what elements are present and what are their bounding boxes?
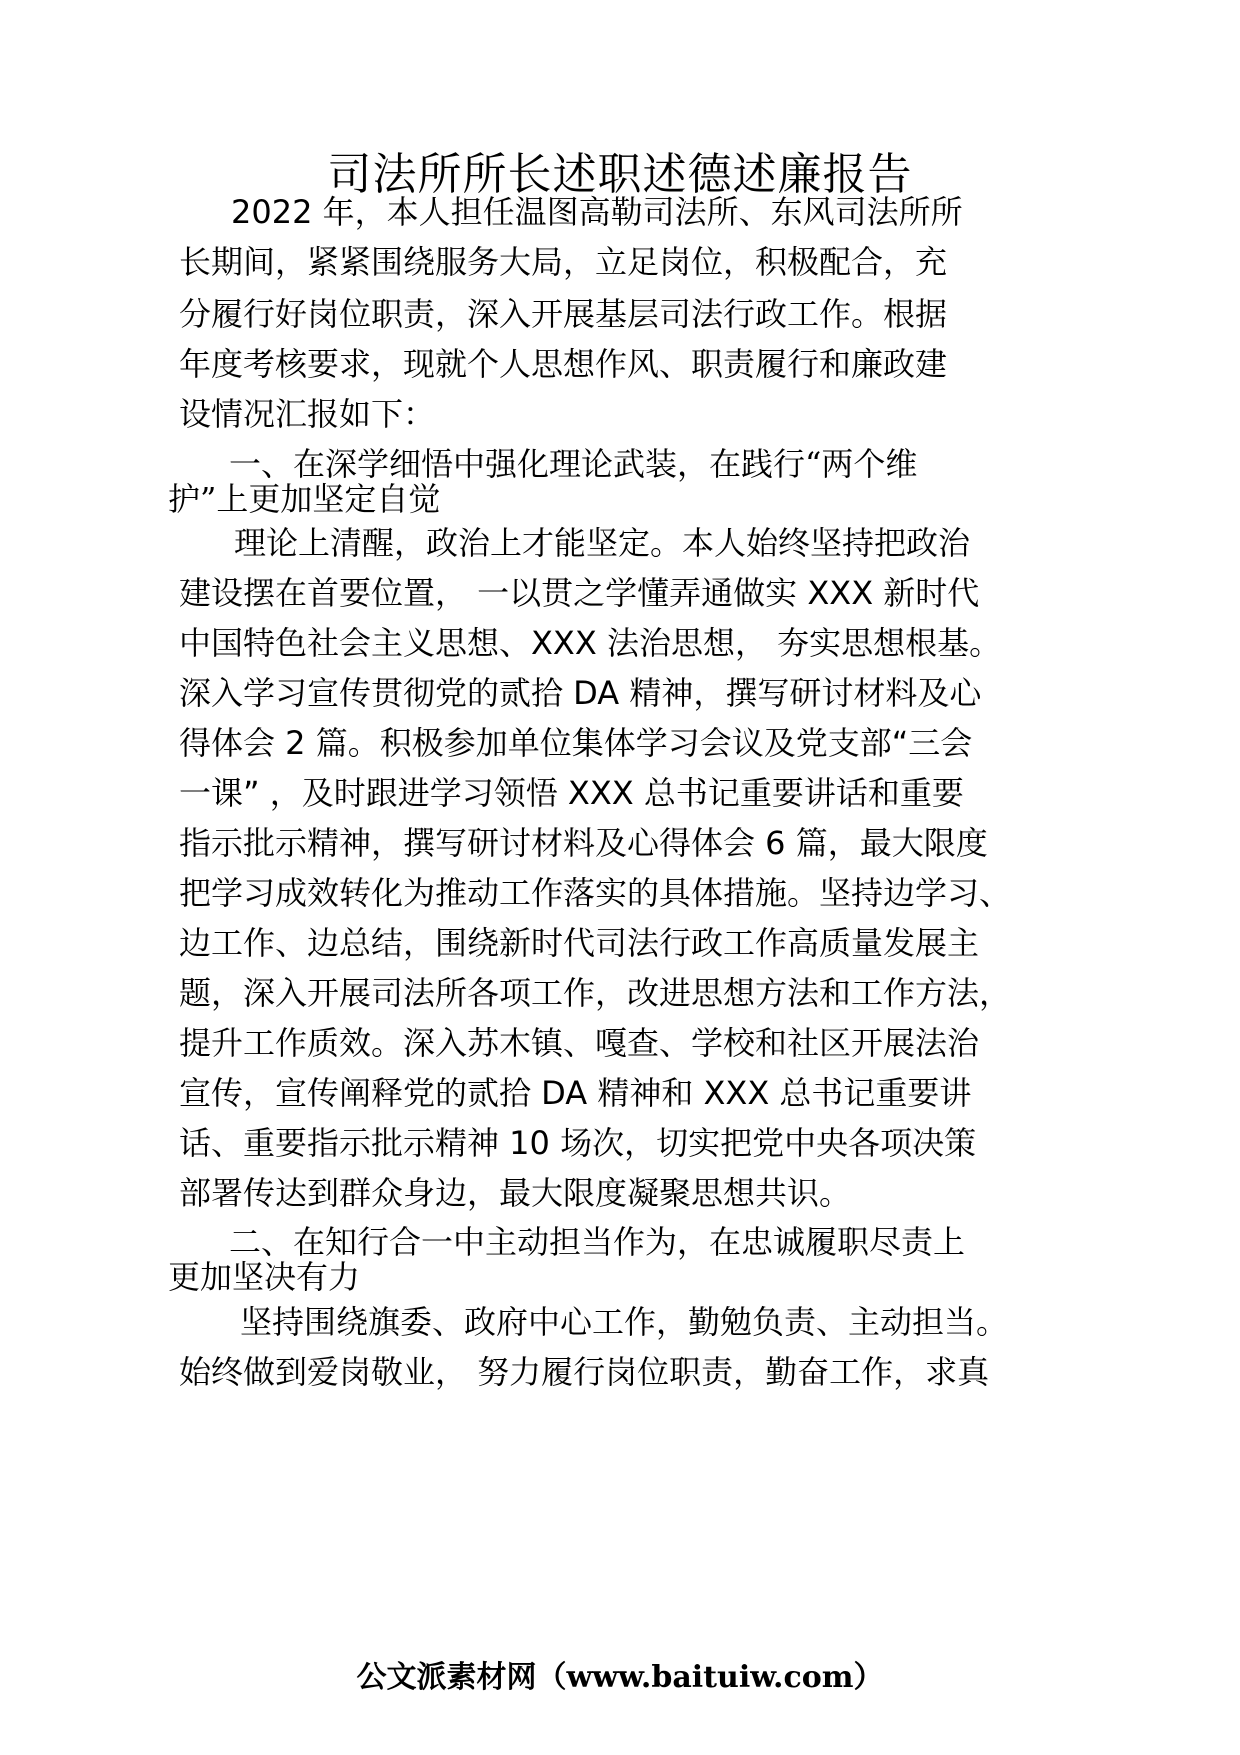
section-2-line-1: 坚持围绕旗委、政府中心工作，勤勉负责、主动担当。 [240, 1303, 1009, 1341]
section-1-line-3: 中国特色社会主义思想、XXX 法治思想， 夯实思想根基。 [179, 624, 1002, 662]
section-1-line-7: 指示批示精神，撰写研讨材料及心得体会 6 篇，最大限度 [179, 824, 988, 862]
section-2-heading-line-1: 二、在知行合一中主动担当作为，在忠诚履职尽责上 [229, 1223, 966, 1261]
section-1-line-2: 建设摆在首要位置， 一以贯之学懂弄通做实 XXX 新时代 [179, 574, 980, 612]
section-1-line-11: 提升工作质效。深入苏木镇、嘎查、学校和社区开展法治 [179, 1024, 980, 1062]
document-title: 司法所所长述职述德述廉报告 [327, 149, 913, 200]
section-1-line-10: 题，深入开展司法所各项工作，改进思想方法和工作方法， [179, 974, 1012, 1012]
section-1-heading-line-2: 护”上更加坚定自觉 [168, 480, 441, 518]
section-1-line-14: 部署传达到群众身边，最大限度凝聚思想共识。 [179, 1174, 852, 1212]
section-2-heading-line-2: 更加坚决有力 [168, 1258, 361, 1296]
section-1-line-6: 一课” ，及时跟进学习领悟 XXX 总书记重要讲话和重要 [179, 774, 964, 812]
intro-line-1: 2022 年，本人担任温图高勒司法所、东风司法所所 [231, 193, 963, 231]
section-1-line-12: 宣传，宣传阐释党的贰拾 DA 精神和 XXX 总书记重要讲 [179, 1074, 972, 1112]
section-1-heading-line-1: 一、在深学细悟中强化理论武装，在践行“两个维 [229, 445, 918, 483]
section-1-line-13: 话、重要指示批示精神 10 场次，切实把党中央各项决策 [179, 1124, 977, 1162]
section-2-line-2: 始终做到爱岗敬业， 努力履行岗位职责，勤奋工作，求真 [179, 1353, 990, 1391]
footer-watermark: 公文派素材网（www.baituiw.com） [356, 1660, 884, 1695]
section-1-line-1: 理论上清醒，政治上才能坚定。本人始终坚持把政治 [234, 524, 971, 562]
intro-line-2: 长期间，紧紧围绕服务大局，立足岗位，积极配合，充 [179, 243, 948, 281]
section-1-line-8: 把学习成效转化为推动工作落实的具体措施。坚持边学习、 [179, 874, 1012, 912]
section-1-line-4: 深入学习宣传贯彻党的贰拾 DA 精神，撰写研讨材料及心 [179, 674, 982, 712]
intro-line-3: 分履行好岗位职责，深入开展基层司法行政工作。根据 [179, 295, 948, 333]
section-1-line-9: 边工作、边总结，围绕新时代司法行政工作高质量发展主 [179, 924, 980, 962]
section-1-line-5: 得体会 2 篇。积极参加单位集体学习会议及党支部“三会 [179, 724, 973, 762]
intro-line-4: 年度考核要求，现就个人思想作风、职责履行和廉政建 [179, 345, 948, 383]
intro-line-5: 设情况汇报如下： [179, 395, 436, 433]
